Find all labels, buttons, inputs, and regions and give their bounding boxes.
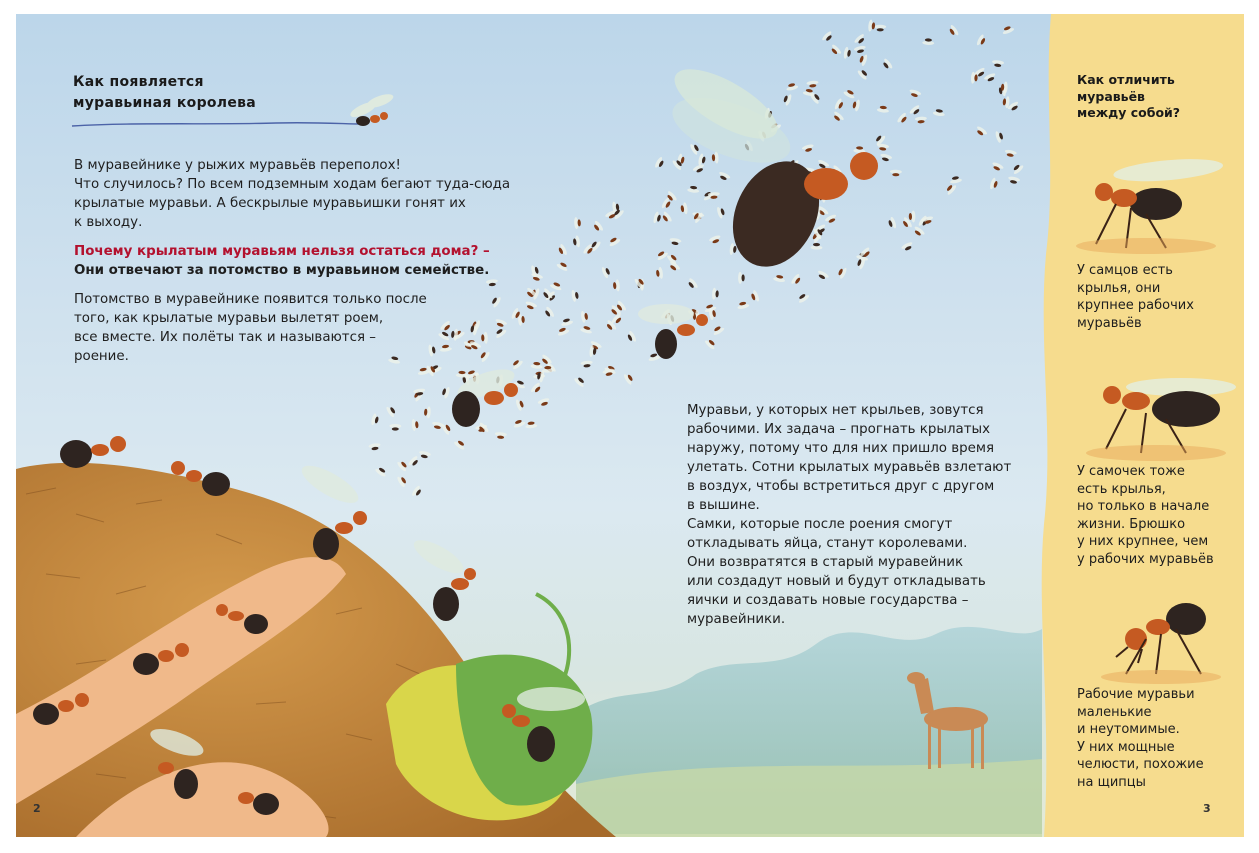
intro-paragraph: В муравейнике у рыжих муравьёв переполох! Что случилось? По всем подземным ходам бегают туда-сюда крылатые муравьи. А бескрылые муравьишки гонят их к выходу. <box>74 158 511 230</box>
swarm-ant <box>843 47 852 60</box>
swarm-ant <box>543 306 555 320</box>
swarm-ant <box>874 25 886 32</box>
swarm-ant <box>712 151 719 163</box>
swarm-ant <box>773 274 786 283</box>
swarm-ant <box>525 421 538 429</box>
illustration-scene <box>16 14 1244 837</box>
swarm-ant <box>556 326 570 337</box>
swarm-ant <box>557 243 568 257</box>
swarm-ant <box>1004 149 1017 158</box>
swarm-ant <box>537 397 550 407</box>
swarm-ant <box>680 202 688 215</box>
swarm-ant <box>991 161 1005 172</box>
swarm-ant <box>573 375 586 388</box>
swarm-ant <box>995 130 1005 143</box>
swarm-ant <box>549 281 563 291</box>
swarm-ant <box>716 206 726 219</box>
female-caption: У самочек тоже есть крылья, но только в начале жизни. Брюшко у них крупнее, чем у рабочих муравьёв <box>1077 464 1214 567</box>
swarm-ant <box>601 265 612 279</box>
swarm-ant <box>424 406 431 418</box>
page-title: Как появляется муравьиная королева <box>73 74 257 111</box>
swarm-ant <box>890 169 902 176</box>
male-caption: У самцов есть крылья, они крупнее рабочих муравьёв <box>1077 263 1194 331</box>
swarm-ant <box>704 337 717 350</box>
swarm-ant <box>524 300 538 310</box>
swarm-ant <box>949 175 962 184</box>
swarm-ant <box>660 211 672 225</box>
swarm-ant <box>512 418 526 428</box>
swarm-ant <box>370 413 379 426</box>
page-number-right: 3 <box>1203 802 1211 815</box>
swarm-ant <box>494 432 507 440</box>
swarm-ant <box>947 24 959 38</box>
swarm-ant <box>389 424 401 431</box>
worker-caption: Рабочие муравьи маленькие и неутомимые. У них мощные челюсти, похожие на щипцы <box>1077 687 1204 790</box>
swarm-ant <box>441 386 451 399</box>
swarm-ant <box>655 267 663 280</box>
swarm-ant <box>411 485 423 499</box>
swarm-ant <box>810 243 822 250</box>
swarm-ant <box>933 108 946 116</box>
swarm-ant <box>992 60 1005 68</box>
swarm-ant <box>909 104 922 117</box>
swarm-ant <box>806 80 819 88</box>
swarm-ant <box>692 163 706 174</box>
swarm-ant <box>868 19 876 32</box>
swarm-ant <box>396 474 408 488</box>
swarm-ant <box>853 33 866 46</box>
swarm-ant <box>821 30 834 43</box>
swarm-ant <box>530 361 543 369</box>
swarm-ant <box>385 404 397 418</box>
page-number-left: 2 <box>33 802 41 815</box>
swarm-ant <box>879 153 892 162</box>
swarm-ant <box>494 318 508 328</box>
workers-paragraph: Муравьи, у которых нет крыльев, зовутся рабочими. Их задача – прогнать крылатых наружу, потому что для них пришло время улетать. Сотни крылатых муравьёв взлетают в воздух, чтобы встретиться друг с другом в вышине. Самки, которые после роения смогут откладывать яйца, станут королевами. Они возвратятся в старый муравейник или создадут новый и будут откладывать яички и создавать новые государства – муравейники. <box>687 403 1012 627</box>
swarm-ant <box>687 185 700 193</box>
swarm-ant <box>374 466 388 478</box>
swarm-ant <box>556 260 570 272</box>
swarm-ant <box>829 44 842 57</box>
sidebar-title: Как отличить муравьёв между собой? <box>1077 72 1181 120</box>
swarm-ant <box>450 328 458 341</box>
swarm-ant <box>1011 162 1024 175</box>
swarm-ant <box>785 82 798 91</box>
swarm-ant <box>407 455 420 468</box>
swarm-ant <box>655 249 669 261</box>
swarm-ant <box>824 213 838 224</box>
swarm-ant <box>368 443 381 451</box>
swarm-ant <box>613 279 621 292</box>
swarm-ant <box>581 360 594 368</box>
question-text: Почему крылатым муравьям нельзя остаться дома? – <box>74 244 490 259</box>
swarm-ant <box>901 241 915 252</box>
swarm-ant <box>592 220 605 234</box>
swarm-ant <box>439 344 452 352</box>
swarm-ant <box>729 243 737 256</box>
swarm-ant <box>712 288 719 300</box>
swarm-ant <box>717 171 731 182</box>
swarm-ant <box>837 266 848 280</box>
swarm-ant <box>915 116 927 123</box>
swarm-ant <box>1001 25 1015 36</box>
swarm-ant <box>515 398 525 412</box>
swarm-ant <box>510 358 523 371</box>
swarm-ant <box>738 272 745 284</box>
swarm-ant <box>418 450 431 459</box>
swarm-ant <box>983 72 997 83</box>
swarm-ant <box>490 295 502 309</box>
swarm-ant <box>922 38 934 45</box>
swarm-ant <box>887 216 897 229</box>
swarm-ant <box>796 292 810 304</box>
swarm-ant <box>453 438 467 450</box>
swarm-ant <box>494 327 508 339</box>
swarm-ant <box>750 290 760 304</box>
swarm-ant <box>626 330 637 344</box>
swarm-ant <box>912 225 926 237</box>
swarm-ant <box>843 88 857 99</box>
swarm-ant <box>790 273 802 287</box>
swarm-ant <box>801 143 814 153</box>
answer-text: Они отвечают за потомство в муравьином семействе. <box>74 263 490 278</box>
swarm-ant <box>976 34 987 48</box>
swarm-ant <box>736 301 749 310</box>
swarm-ant <box>652 211 662 224</box>
swarm-ant <box>686 277 699 290</box>
swarm-ant <box>571 289 580 302</box>
title-underline <box>72 123 361 126</box>
swarm-ant <box>396 459 409 472</box>
swarm-ant <box>607 236 621 248</box>
swarm-ant <box>560 317 573 326</box>
swarm-ant <box>708 234 722 244</box>
swarm-ant <box>689 142 701 156</box>
swarm-ant <box>1007 176 1020 185</box>
swarm-ant <box>623 372 635 386</box>
swarm-ant <box>669 237 682 246</box>
swarm-ant <box>834 98 845 112</box>
swarm-ant <box>530 382 543 395</box>
swarm-ant <box>481 332 488 344</box>
swarm-ant <box>909 210 916 222</box>
swarm-ant <box>654 156 666 170</box>
swarm-ant <box>944 182 957 195</box>
swarm-ant <box>877 105 890 113</box>
swarm-ant <box>858 53 868 66</box>
swarm-ant <box>572 235 580 248</box>
swarm-ant <box>831 110 844 123</box>
swarm-ant <box>989 177 999 190</box>
swarm-ant <box>908 88 921 98</box>
swarm-ant <box>881 58 894 72</box>
swarm-ant <box>580 325 593 335</box>
swarm-ant <box>439 320 452 333</box>
swarm-ant <box>428 344 437 357</box>
swarm-ant <box>782 93 792 107</box>
swarm-ant <box>530 272 543 282</box>
swarm-ant <box>486 279 499 287</box>
swarm-ant <box>896 112 909 125</box>
swarm-ant <box>411 419 419 432</box>
swarm-ant <box>697 153 706 166</box>
title-ant-icon <box>348 91 395 126</box>
swarm-ant <box>438 330 452 342</box>
swarm-ant <box>711 324 725 336</box>
book-spread <box>16 14 1244 837</box>
swarming-paragraph: Потомство в муравейнике появится только после того, как крылатые муравьи вылетят роем, все вместе. Их полёты так и называются – роение. <box>74 292 427 364</box>
worker-ant <box>60 436 126 468</box>
swarm-ant <box>854 45 867 54</box>
swarm-ant <box>580 310 588 323</box>
swarm-ant <box>692 210 704 224</box>
swarm-ant <box>574 217 581 229</box>
swarm-ant <box>857 68 870 81</box>
swarm-ant <box>852 99 861 112</box>
swarm-ant <box>478 349 490 363</box>
swarm-ant <box>974 125 988 137</box>
swarm-ant <box>816 269 830 281</box>
